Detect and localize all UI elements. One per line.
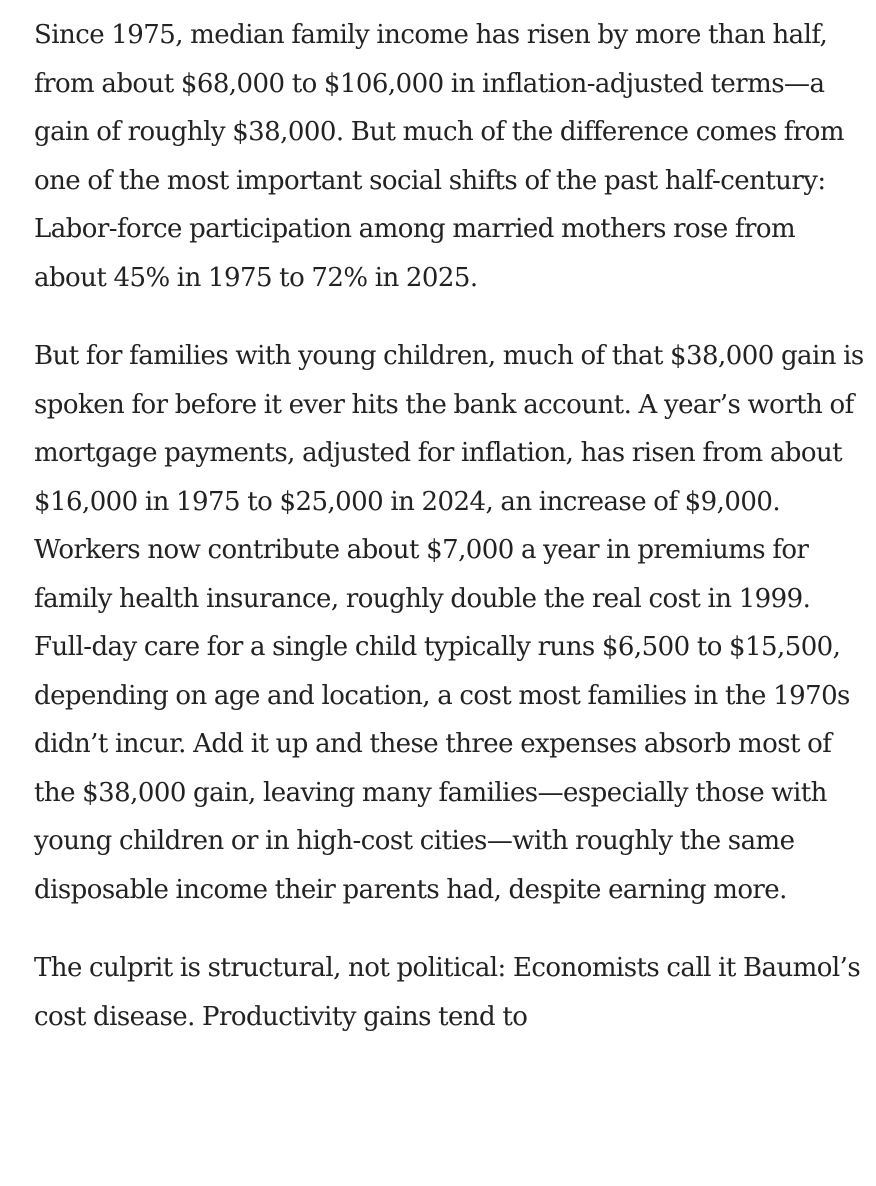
paragraph-baumol-cost-disease: The culprit is structural, not political: Economists call it Baumol’s cost disease. Productivity gains tend to xyxy=(34,953,861,1032)
paragraph-income-growth: Since 1975, median family income has risen by more than half, from about $68,000 to $106,000 in inflation-adjusted terms—a gain of roughly $38,000. But much of the difference comes from one of the most important social shifts of the past half-century: Labor-force participation among married mothers rose from about 45% in 1975 to 72% in 2025. xyxy=(34,20,844,293)
paragraph-family-expenses: But for families with young children, much of that $38,000 gain is spoken for before it ever hits the bank account. A year’s worth of mortgage payments, adjusted for inflation, has risen from about $16,000 in 1975 to $25,000 in 2024, an increase of $9,000. Workers now contribute about $7,000 a year in premiums for family health insurance, roughly double the real cost in 1999. Full-day care for a single child typically runs $6,500 to $15,500, depending on age and location, a cost most families in the 1970s didn’t incur. Add it up and these three expenses absorb most of the $38,000 gain, leaving many families—especially those with young children or in high-cost cities—with roughly the same disposable income their parents had, despite earning more. xyxy=(34,341,864,905)
article-body xyxy=(34,11,866,1041)
